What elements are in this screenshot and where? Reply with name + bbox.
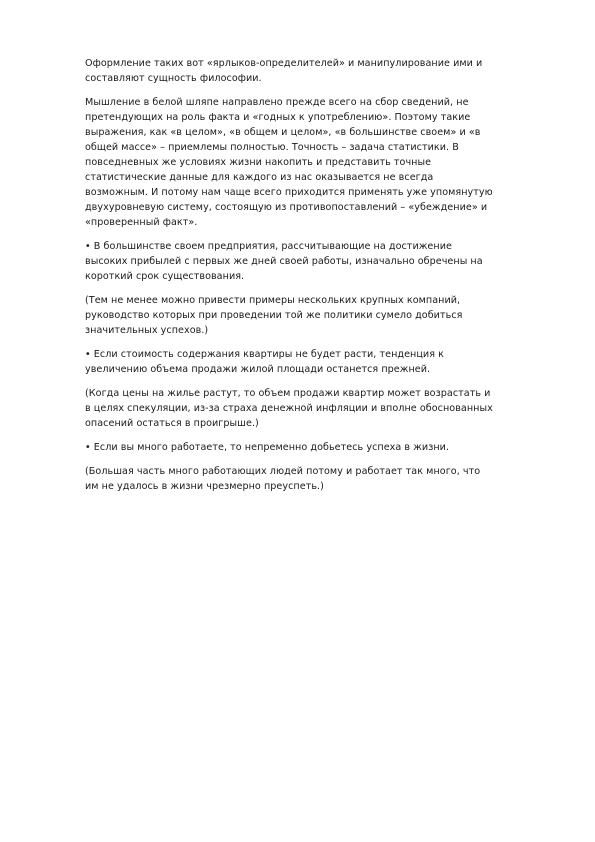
text-line: «проверенный факт». xyxy=(85,217,198,228)
text-line: руководство которых при проведении той же политики сумело добиться xyxy=(85,310,463,321)
text-line: им не удалось в жизни чрезмерно преуспеть.) xyxy=(85,481,324,492)
text-line: опасений остаться в проигрыше.) xyxy=(85,418,259,429)
text-line: возможным. И потому нам чаще всего приходится применять уже упомянутую xyxy=(85,187,493,198)
text-line: Оформление таких вот «ярлыков-определителей» и манипулирование ими и xyxy=(85,58,483,69)
text-line: Мышление в белой шляпе направлено прежде всего на сбор сведений, не xyxy=(85,97,469,108)
note-paragraph-housing-prices xyxy=(85,386,537,431)
bullet-paragraph-work xyxy=(85,440,537,455)
text-line: увеличению объема продажи жилой площади останется прежней. xyxy=(85,364,431,375)
text-line: • В большинстве своем предприятия, рассчитывающие на достижение xyxy=(85,241,452,252)
paragraph-intro xyxy=(85,56,537,86)
paragraph-white-hat xyxy=(85,95,537,230)
text-line: короткий срок существования. xyxy=(85,271,245,282)
text-line: статистические данные для каждого из нас оказывается не всегда xyxy=(85,172,434,183)
note-paragraph-companies xyxy=(85,293,537,338)
text-line: (Тем не менее можно привести примеры нескольких крупных компаний, xyxy=(85,295,461,306)
text-line: высоких прибылей с первых же дней своей работы, изначально обречены на xyxy=(85,256,483,267)
text-line: (Когда цены на жилье растут, то объем продажи квартир может возрастать и xyxy=(85,388,491,399)
text-line: значительных успехов.) xyxy=(85,325,209,336)
text-line: общей массе» – приемлемы полностью. Точность – задача статистики. В xyxy=(85,142,459,153)
text-line: составляют сущность философии. xyxy=(85,73,262,84)
text-line: двухуровневую систему, состоящую из противопоставлений – «убеждение» и xyxy=(85,202,488,213)
text-line: выражения, как «в целом», «в общем и целом», «в большинстве своем» и «в xyxy=(85,127,481,138)
note-paragraph-hard-workers xyxy=(85,464,537,494)
text-line: (Большая часть много работающих людей потому и работает так много, что xyxy=(85,466,481,477)
text-line: претендующих на роль факта и «годных к употреблению». Поэтому такие xyxy=(85,112,471,123)
text-line: • Если стоимость содержания квартиры не будет расти, тенденция к xyxy=(85,349,444,360)
text-line: в целях спекуляции, из-за страха денежной инфляции и вполне обоснованных xyxy=(85,403,493,414)
bullet-paragraph-enterprises xyxy=(85,239,537,284)
text-line: • Если вы много работаете, то непременно добьетесь успеха в жизни. xyxy=(85,442,450,453)
text-line: повседневных же условиях жизни накопить и представить точные xyxy=(85,157,432,168)
bullet-paragraph-apartments xyxy=(85,347,537,377)
